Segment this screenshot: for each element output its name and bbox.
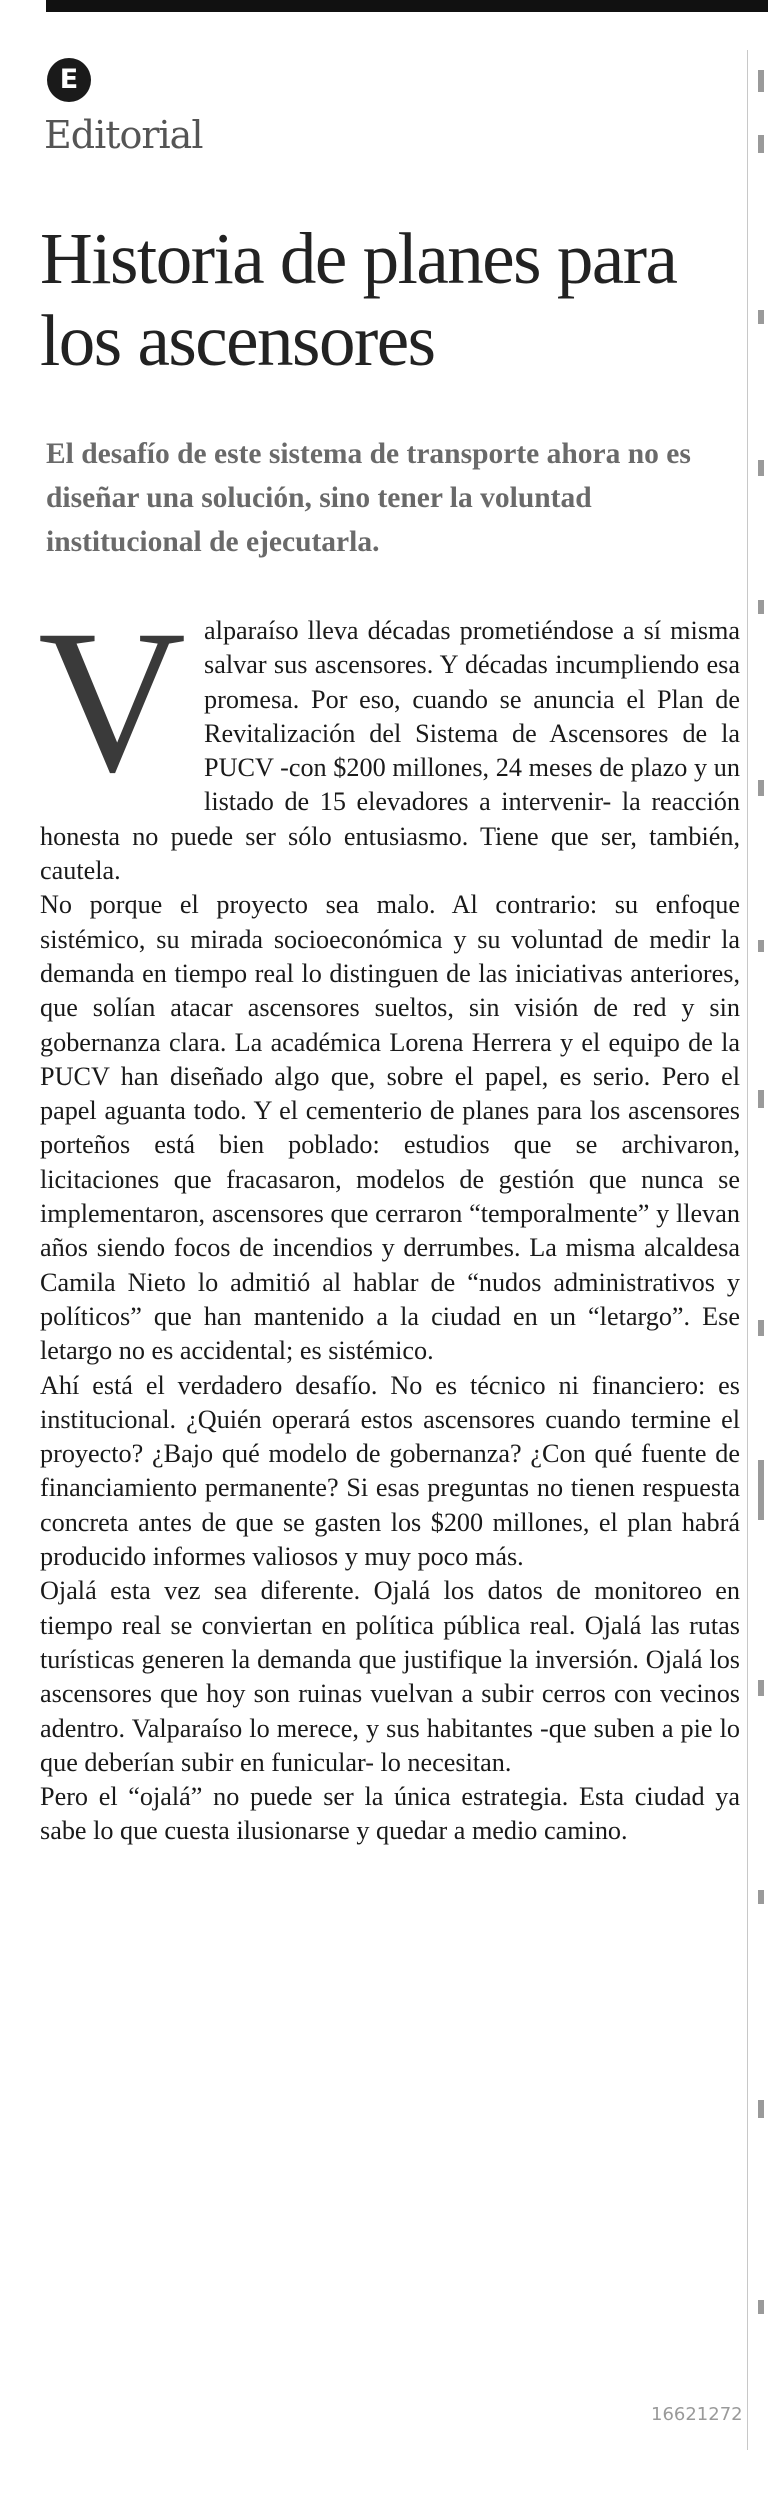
paragraph-1: alparaíso lleva décadas prometiéndose a sí misma salvar sus ascensores. Y décadas incumpliendo esa promesa. Por eso, cuando se anuncia el Plan de Revitalización del Sistema de Ascensores de la PUCV -con $200 millones, 24 meses de plazo y un listado de 15 elevadores a intervenir- la reacción honesta no puede ser sólo entusiasmo. Tiene que ser, también, cautela. [40, 616, 740, 886]
drop-cap: V [38, 588, 187, 815]
section-badge: E [47, 58, 91, 102]
column-divider [747, 50, 748, 2450]
paragraph-5: Pero el “ojalá” no puede ser la única estrategia. Esta ciudad ya sabe lo que cuesta ilusionarse y quedar a medio camino. [40, 1782, 740, 1846]
paragraph-3: Ahí está el verdadero desafío. No es técnico ni financiero: es institucional. ¿Quién operará estos ascensores cuando termine el proyecto? ¿Bajo qué modelo de gobernanza? ¿Con qué fuente de financiamiento permanente? Si esas preguntas no tienen respuesta concreta antes de que se gasten los $200 millones, el plan habrá producido informes valiosos y muy poco más. [40, 1370, 740, 1572]
image-id-watermark: 16621272 [651, 2404, 743, 2425]
paragraph-2: No porque el proyecto sea malo. Al contrario: su enfoque sistémico, su mirada socioeconómica y su voluntad de medir la demanda en tiempo real lo distinguen de las iniciativas anteriores, que solían atacar ascensores sueltos, sin visión de red y sin gobernanza clara. La académica Lorena Herrera y el equipo de la PUCV han diseñado algo que, sobre el papel, es serio. Pero el papel aguanta todo. Y el cementerio de planes para los ascensores porteños está bien poblado: estudios que se archivaron, licitaciones que fracasaron, modelos de gestión que nunca se implementaron, ascensores que cerraron “temporalmente” y llevan años siendo focos de incendios y derrumbes. La misma alcaldesa Camila Nieto lo admitió al hablar de “nudos administrativos y políticos” que han mantenido a la ciudad en un “letargo”. Ese letargo no es accidental; es sistémico. [40, 890, 740, 1366]
section-label: Editorial [44, 113, 203, 157]
adjacent-column-edge [758, 40, 768, 2460]
headline: Historia de planes para los ascensores [40, 218, 677, 381]
top-rule [46, 0, 768, 12]
paragraph-4: Ojalá esta vez sea diferente. Ojalá los datos de monitoreo en tiempo real se conviertan en política pública real. Ojalá las rutas turísticas generen la demanda que justifique la inversión. Ojalá los ascensores que hoy son ruinas vuelvan a subir cerros con vecinos adentro. Valparaíso lo merece, y sus habitantes -que suben a pie lo que deberían subir en funicular- lo necesitan. [40, 1576, 740, 1777]
deck: El desafío de este sistema de transporte ahora no es diseñar una solución, sino tener la voluntad institucional de ejecutarla. [46, 438, 691, 558]
article-body [38, 588, 740, 1849]
